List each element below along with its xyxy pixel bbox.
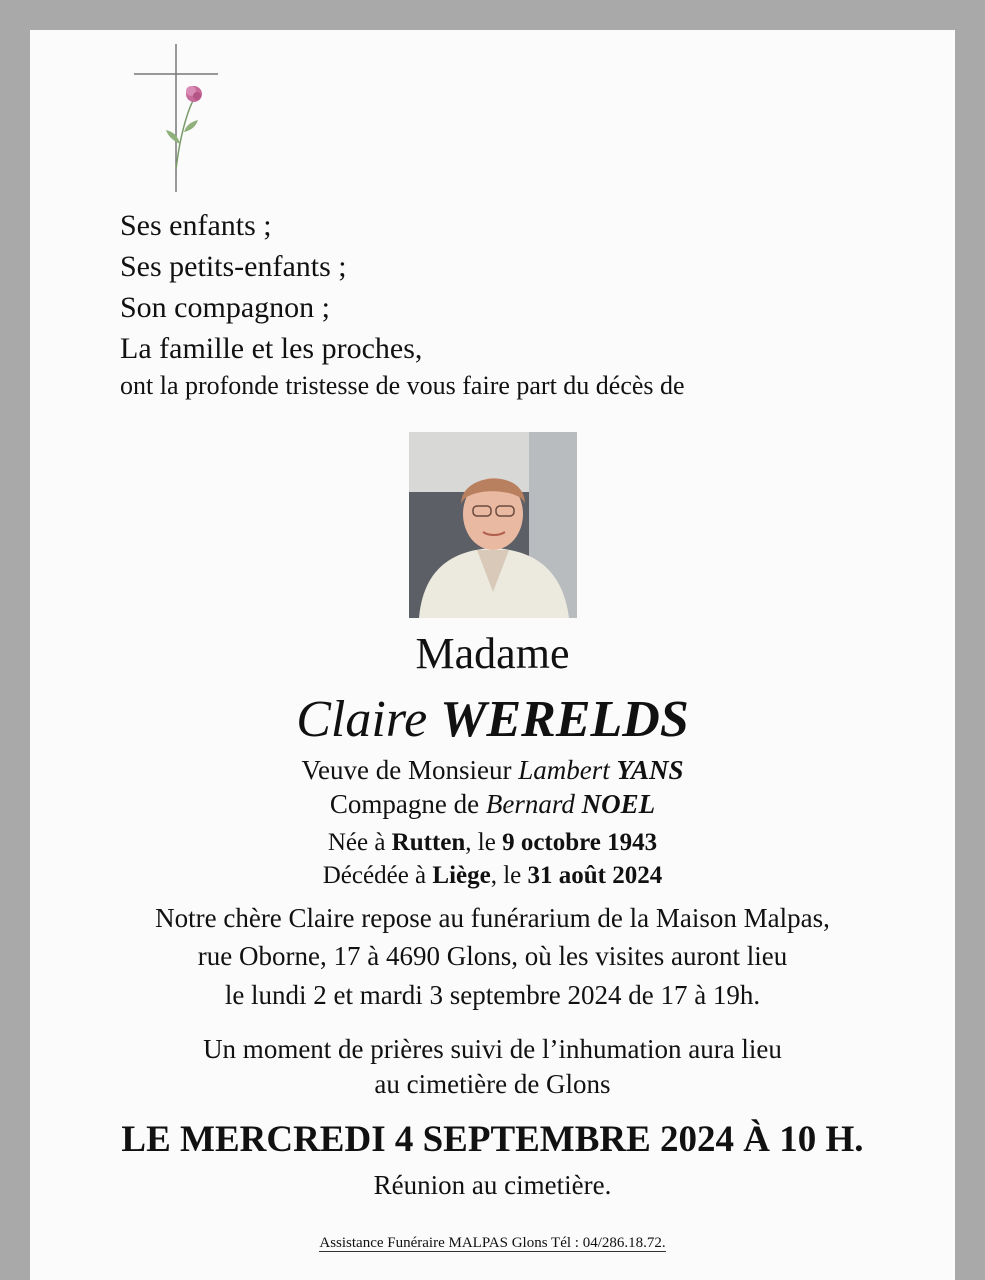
deceased-first-name: Claire [296,691,428,748]
footer-text: Assistance Funéraire MALPAS Glons Tél : 04/286.18.72. [319,1235,666,1251]
obituary-sheet [30,30,955,1280]
partner-last-name: NOEL [581,789,656,819]
cross-with-rose-icon [134,44,224,194]
widow-last-name: YANS [616,755,684,785]
portrait-photo [409,432,577,618]
birth-prefix: Née à [327,829,392,856]
deceased-last-name: WERELDS [440,691,689,748]
deceased-name [30,690,955,749]
partner-prefix: Compagne de [329,789,486,819]
family-line-children: Ses enfants ; [120,209,272,242]
birth-line [30,829,955,857]
birth-date: 9 octobre 1943 [502,829,658,856]
partner-line [30,789,955,820]
death-place: Liège [432,862,491,889]
family-announcement [120,205,685,403]
family-line-grandchildren: Ses petits-enfants ; [120,250,347,283]
funeral-service-footer [30,1235,955,1252]
family-line-partner: Son compagnon ; [120,291,330,324]
announcement-sentence: ont la profonde tristesse de vous faire part du décès de [120,371,685,400]
address-line: rue Oborne, 17 à 4690 Glons, où les visites auront lieu [197,941,788,971]
cemetery-line: au cimetière de Glons [374,1069,611,1099]
reunion-note: Réunion au cimetière. [373,1170,612,1200]
widow-prefix: Veuve de Monsieur [301,755,519,785]
partner-first-name: Bernard [485,789,575,819]
death-date: 31 août 2024 [527,862,663,889]
birth-mid: , le [465,829,503,856]
ceremony-date: LE MERCREDI 4 SEPTEMBRE 2024 À 10 H. [121,1119,864,1160]
birth-place: Rutten [391,829,466,856]
widow-first-name: Lambert [518,755,610,785]
family-line-relatives: La famille et les proches, [120,332,423,365]
visiting-hours-line: le lundi 2 et mardi 3 septembre 2024 de 17 à 19h. [224,980,761,1010]
death-line [30,862,955,890]
deceased-title: Madame [415,629,570,678]
prayer-line: Un moment de prières suivi de l’inhumation aura lieu [203,1034,782,1064]
death-prefix: Décédée à [322,862,433,889]
death-mid: , le [490,862,528,889]
funeral-home-line: Notre chère Claire repose au funérarium de la Maison Malpas, [155,903,830,933]
widow-line [30,755,955,786]
